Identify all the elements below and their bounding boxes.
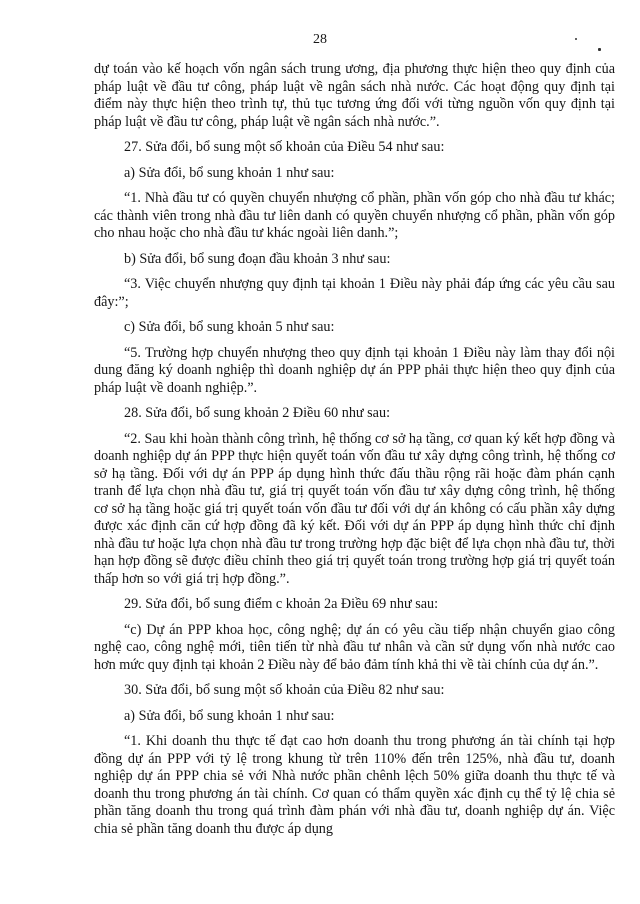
item-30a-heading: a) Sửa đổi, bổ sung khoản 1 như sau: (124, 707, 335, 724)
item-27a-content: “1. Nhà đầu tư có quyền chuyển nhượng cổ phần, phần vốn góp cho nhà đầu tư khác; các thành viên trong nhà đầu tư liên danh có quyền chuyển nhượng cổ phần, phần vốn góp cho nhau hoặc cho nhà đầu tư khác ngoài liên danh.”; (94, 190, 615, 241)
scan-speck (598, 48, 601, 51)
page-number: 28 (313, 32, 327, 47)
item-30-heading: 30. Sửa đổi, bổ sung một số khoản của Điều 82 như sau: (124, 682, 445, 698)
item-30a-content: “1. Khi doanh thu thực tế đạt cao hơn doanh thu trong phương án tài chính tại hợp đồng dự án PPP với tỷ lệ trong khung từ trên 110% đến trên 125%, nhà đầu tư, doanh nghiệp dự án PPP chia sẻ với Nhà nước phần chênh lệch 50% giữa doanh thu thực tế và doanh thu trong phương án tài chính. Cơ quan có thẩm quyền xác định cụ thể tỷ lệ chia sẻ phần tăng doanh thu trong quá trình đàm phán với nhà đầu tư, doanh nghiệp dự án. Việc chia sẻ phần tăng doanh thu được áp dụng (94, 733, 615, 837)
item-28-heading: 28. Sửa đổi, bổ sung khoản 2 Điều 60 như sau: (124, 405, 391, 421)
document-body (94, 61, 615, 838)
item-27c-heading: c) Sửa đổi, bổ sung khoản 5 như sau: (124, 319, 335, 335)
item-27b-heading: b) Sửa đổi, bổ sung đoạn đầu khoản 3 như sau: (124, 250, 391, 267)
paragraph-continuation: dự toán vào kế hoạch vốn ngân sách trung ương, địa phương thực hiện theo quy định của pháp luật về đầu tư công, pháp luật về ngân sách nhà nước. Các hoạt động quy định tại điểm này thực hiện theo trình tự, thủ tục tương ứng đối với từng nguồn vốn quy định tại pháp luật về đầu tư công, pháp luật về ngân sách nhà nước.”. (94, 61, 615, 130)
item-29-content: “c) Dự án PPP khoa học, công nghệ; dự án có yêu cầu tiếp nhận chuyển giao công nghệ cao, công nghệ mới, tiên tiến từ nhà đầu tư nhân và cần sử dụng vốn nhà nước cao hơn mức quy định tại khoản 2 Điều này để bảo đảm tính khả thi về tài chính của dự án.”. (94, 621, 615, 673)
item-27-heading: 27. Sửa đổi, bổ sung một số khoản của Điều 54 như sau: (124, 139, 445, 155)
item-27a-heading: a) Sửa đổi, bổ sung khoản 1 như sau: (124, 164, 335, 181)
scan-speck (575, 38, 577, 40)
item-28-content: “2. Sau khi hoàn thành công trình, hệ thống cơ sở hạ tầng, cơ quan ký kết hợp đồng và doanh nghiệp dự án PPP thực hiện quyết toán vốn đầu tư xây dựng công trình, hệ thống cơ sở hạ tầng. Đối với dự án PPP áp dụng hình thức đấu thầu rộng rãi hoặc đàm phán cạnh tranh để lựa chọn nhà đầu tư, giá trị quyết toán vốn đầu tư xây dựng công trình, hệ thống cơ sở hạ tầng hoặc giá trị quyết toán vốn đầu tư đối với dự án không có cấu phần xây dựng được xác định căn cứ hợp đồng đã ký kết. Đối với dự án PPP áp dụng hình thức chỉ định nhà đầu tư hoặc lựa chọn nhà đầu tư trong trường hợp đặc biệt để lựa chọn nhà đầu tư, thời hạn hợp đồng sẽ được điều chỉnh theo giá trị quyết toán trong trường hợp giá trị quyết toán thấp hơn so với giá trị hợp đồng.”. (94, 430, 616, 587)
item-27b-content: “3. Việc chuyển nhượng quy định tại khoản 1 Điều này phải đáp ứng các yêu cầu sau đây:”; (94, 276, 615, 310)
item-29-heading: 29. Sửa đổi, bổ sung điểm c khoản 2a Điều 69 như sau: (124, 596, 439, 612)
item-27c-content: “5. Trường hợp chuyển nhượng theo quy định tại khoản 1 Điều này làm thay đổi nội dung đăng ký doanh nghiệp thì doanh nghiệp dự án PPP phải thực hiện theo quy định của pháp luật về doanh nghiệp.”. (94, 344, 615, 396)
